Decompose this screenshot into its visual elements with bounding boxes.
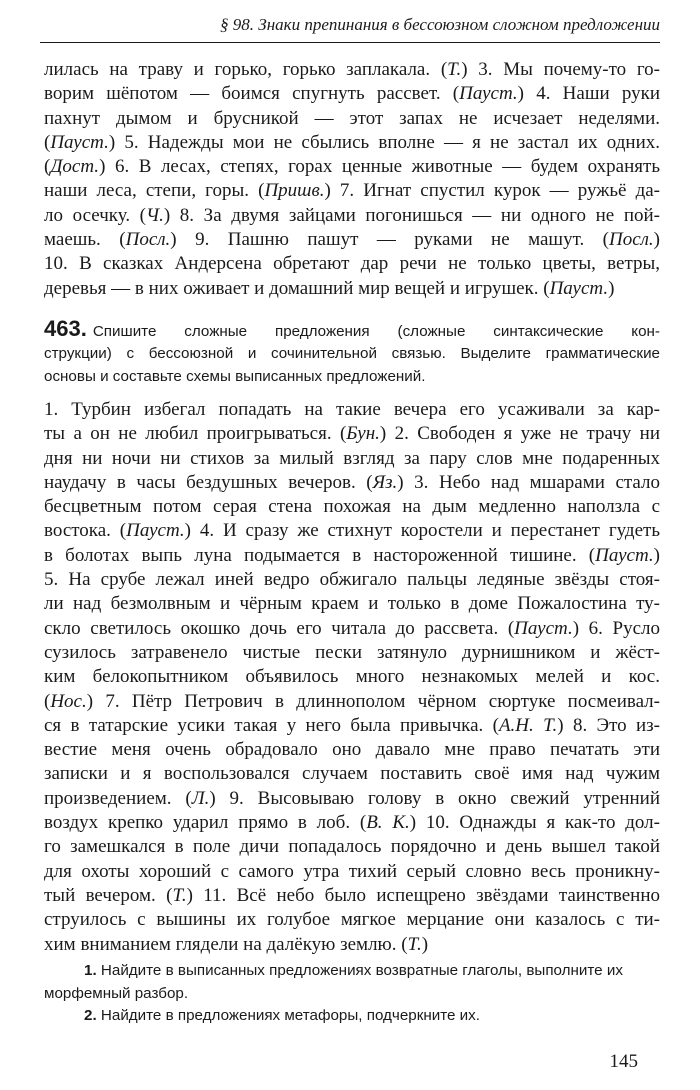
text-line: скло светилось окошко дочь его читала до рассвета. (Пауст.) 6. Русло [44, 617, 660, 639]
task-line: струкции) с бессоюзной и сочинительной связью. Выделите грамматические [44, 345, 660, 363]
exercise-continuation-text [44, 58, 660, 301]
text-line: дня ни ночи ни стихов за милый взгляд за пару слов мне подаренных [44, 447, 660, 469]
question-text: Найдите в предложениях метафоры, подчеркните их. [100, 1007, 480, 1024]
source-abbreviation: Пауст. [595, 544, 654, 566]
task-line [44, 318, 660, 343]
text-line: лилась на траву и горько, горько заплакала. (Т.) 3. Мы почему-то го- [44, 59, 661, 80]
exercise-number: 463. [44, 316, 87, 341]
questions-list [44, 960, 660, 1028]
text-line: ли над безмолвным и чёрным краем и только в доме Пожалостина ту- [44, 593, 660, 615]
source-abbreviation: Пауст. [126, 520, 185, 542]
text-line: ким белокопытником объявилось много незнакомых мелей и кос. [44, 666, 660, 688]
source-abbreviation: Посл. [125, 229, 171, 251]
text-line: 1. Турбин избегал попадать на такие вечера его усаживали за кар- [44, 399, 660, 420]
exercise-463-task [44, 318, 660, 388]
question-number: 2. [84, 1007, 97, 1024]
page-number: 145 [609, 1051, 638, 1072]
text-line: 10. В сказках Андерсена обретают дар речи не только цветы, ветры, [44, 253, 660, 275]
source-abbreviation: Пауст. [459, 83, 518, 105]
source-abbreviation: Яз. [372, 471, 398, 493]
source-abbreviation: Пришв. [264, 180, 325, 202]
text-line: в болотах выпь луна подымается в настороженной тишине. (Пауст.) [44, 544, 660, 566]
source-abbreviation: Л. [191, 787, 210, 809]
text-line: вестие меня очень обрадовало оно давало мне право печатать эти [44, 739, 660, 761]
text-line: наудачу в часы бездушных вечеров. (Яз.) 3. Небо над мшарами стало [44, 471, 660, 493]
text-line: 5. На срубе лежал иней ведро обжигало пальцы ледяные звёзды стоя- [44, 569, 660, 591]
text-line: маешь. (Посл.) 9. Пашню пашут — руками не машут. (Посл.) [44, 229, 660, 251]
text-line: записки и я воспользовался случаем поставить своё имя над чужим [44, 763, 660, 785]
text-line: воздух крепко ударил прямо в лоб. (В. К.) 10. Однажды я как-то дол- [44, 812, 660, 834]
source-abbreviation: Пауст. [549, 277, 609, 299]
text-line: деревья — в них оживает и домашний мир вещей и игрушек. (Пауст.) [44, 277, 615, 299]
question-text: Найдите в выписанных предложениях возвратные глаголы, выполните их морфемный разбор. [44, 962, 623, 1002]
text-line: бесцветным потом серая стена похожая на дым медленно наползла с [44, 496, 660, 518]
question-number: 1. [84, 962, 97, 979]
text-line: произведением. (Л.) 9. Высовываю голову в окно свежий утренний [44, 787, 660, 809]
text-line: пахнут дымом и брусникой — этот запах не исчезает неделями. [44, 107, 660, 129]
exercise-463-sentences [44, 398, 660, 957]
text-line: ло осечку. (Ч.) 8. За двумя зайцами погонишься — ни одного не пой- [44, 204, 660, 226]
task-line: основы и составьте схемы выписанных предложений. [44, 367, 426, 385]
text-line: наши леса, степи, горы. (Пришв.) 7. Игнат спустил курок — ружьё да- [44, 180, 660, 202]
text-line: ся в татарские усики такая у него была привычка. (А.Н. Т.) 8. Это из- [44, 714, 660, 736]
text-line: (Нос.) 7. Пётр Петрович в длиннополом чёрном сюртуке посмеивал- [44, 690, 660, 712]
running-head: § 98. Знаки препинания в бессоюзном сложном предложении [220, 15, 660, 34]
source-abbreviation: Т. [172, 884, 187, 906]
source-abbreviation: Дост. [50, 156, 100, 178]
text-line: го замешкался в поле дичи попадалось порядочно и день вышел такой [44, 836, 660, 858]
text-line: для охоты хороший с самого утра тихий серый словно весь проникну- [44, 860, 660, 882]
header-rule [40, 42, 660, 43]
source-abbreviation: Нос. [50, 690, 87, 712]
text-line: струилось с вышины их голубое мягкое мерцание они казалось с ти- [44, 909, 660, 931]
text-line: (Пауст.) 5. Надежды мои не сбылись вполне — я не застал их одних. [44, 131, 660, 153]
text-line: хим вниманием глядели на далёкую землю. (Т.) [44, 933, 429, 955]
source-abbreviation: Посл. [608, 229, 654, 251]
question-item [44, 960, 660, 1005]
source-abbreviation: Т. [407, 933, 422, 955]
source-abbreviation: Ч. [146, 204, 164, 226]
text-line: тый вечером. (Т.) 11. Всё небо было испещрено звёздами таинственно [44, 884, 660, 906]
source-abbreviation: Бун. [346, 423, 380, 445]
text-line: ворим шёпотом — боимся спугнуть рассвет. (Пауст.) 4. Наши руки [44, 83, 660, 105]
source-abbreviation: Т. [447, 59, 462, 80]
text-line: сузилось затравенело чистые пески затянуло дурнишником и жёст- [44, 641, 660, 663]
source-abbreviation: Пауст. [514, 617, 573, 639]
source-abbreviation: А.Н. Т. [498, 714, 558, 736]
text-line: (Дост.) 6. В лесах, степях, горах ценные животные — будем охранять [44, 156, 660, 178]
text-line: ты а он не любил проигрываться. (Бун.) 2. Свободен я уже не трачу ни [44, 423, 660, 445]
text-line: востока. (Пауст.) 4. И сразу же стихнут коростели и перестанет гудеть [44, 520, 660, 542]
source-abbreviation: В. К. [366, 812, 410, 834]
question-item [44, 1005, 660, 1028]
source-abbreviation: Пауст. [50, 131, 109, 153]
task-line-text: Спишите сложные предложения (сложные синтаксические кон- [92, 323, 660, 340]
